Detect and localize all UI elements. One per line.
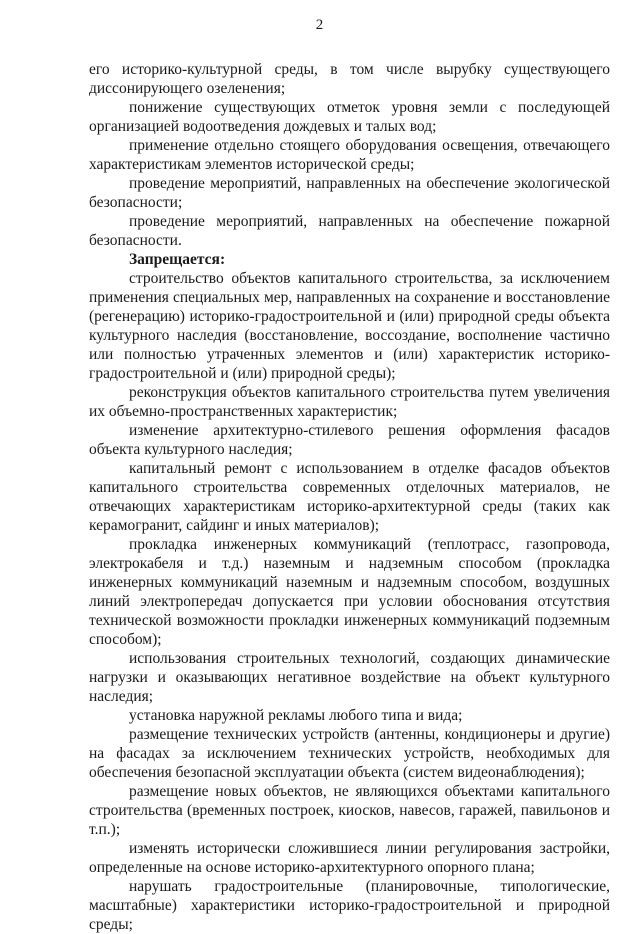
prohibited-item: прокладка инженерных коммуникаций (теплотрасс, газопровода, электрокабеля и т.д.) наземным и надземным способом (прокладка инженерных коммуникаций наземным и надземным способом, воздушных линий электропередач допускается при условии обоснования отсутствия технической возможности прокладки инженерных коммуникаций подземным способом); <box>89 536 610 648</box>
prohibited-item: установка наружной рекламы любого типа и вида; <box>129 707 463 724</box>
prohibited-item: изменять исторически сложившиеся линии регулирования застройки, определенные на основе историко-архитектурного опорного плана; <box>89 840 610 876</box>
prohibited-heading: Запрещается: <box>129 251 226 268</box>
document-body <box>89 60 610 934</box>
prohibited-item: капитальный ремонт с использованием в отделке фасадов объектов капитального строительства современных отделочных материалов, не отвечающих характеристикам историко-архитектурной среды (таких как керамогранит, сайдинг и иных материалов); <box>89 460 610 534</box>
prohibited-item: строительство объектов капитального строительства, за исключением применения специальных мер, направленных на сохранение и восстановление (регенерацию) историко-градостроительной и (или) природной среды объекта культурного наследия (восстановление, воссоздание, восполнение частично или полностью утраченных элементов и (или) характеристик историко-градостроительной и (или) природной среды); <box>89 270 610 382</box>
paragraph: проведение мероприятий, направленных на обеспечение экологической безопасности; <box>89 175 610 211</box>
paragraph: понижение существующих отметок уровня земли с последующей организацией водоотведения дождевых и талых вод; <box>89 99 610 135</box>
prohibited-item: использования строительных технологий, создающих динамические нагрузки и оказывающих негативное воздействие на объект культурного наследия; <box>89 650 610 705</box>
prohibited-item: размещение технических устройств (антенны, кондиционеры и другие) на фасадах за исключением технических устройств, необходимых для обеспечения безопасной эксплуатации объекта (систем видеонаблюдения); <box>89 726 610 781</box>
paragraph: применение отдельно стоящего оборудования освещения, отвечающего характеристикам элементов исторической среды; <box>89 137 610 173</box>
prohibited-item: нарушать градостроительные (планировочные, типологические, масштабные) характеристики историко-градостроительной и природной среды; <box>89 878 610 933</box>
paragraph-continuation: его историко-культурной среды, в том числе вырубку существующего диссонирующего озеленения; <box>89 61 610 97</box>
prohibited-item: размещение новых объектов, не являющихся объектами капитального строительства (временных построек, киосков, навесов, гаражей, павильонов и т.п.); <box>89 783 610 838</box>
paragraph: проведение мероприятий, направленных на обеспечение пожарной безопасности. <box>89 213 610 249</box>
page-number: 2 <box>315 17 324 33</box>
prohibited-item: реконструкция объектов капитального строительства путем увеличения их объемно-пространственных характеристик; <box>89 384 610 420</box>
prohibited-item: изменение архитектурно-стилевого решения оформления фасадов объекта культурного наследия; <box>89 422 610 458</box>
